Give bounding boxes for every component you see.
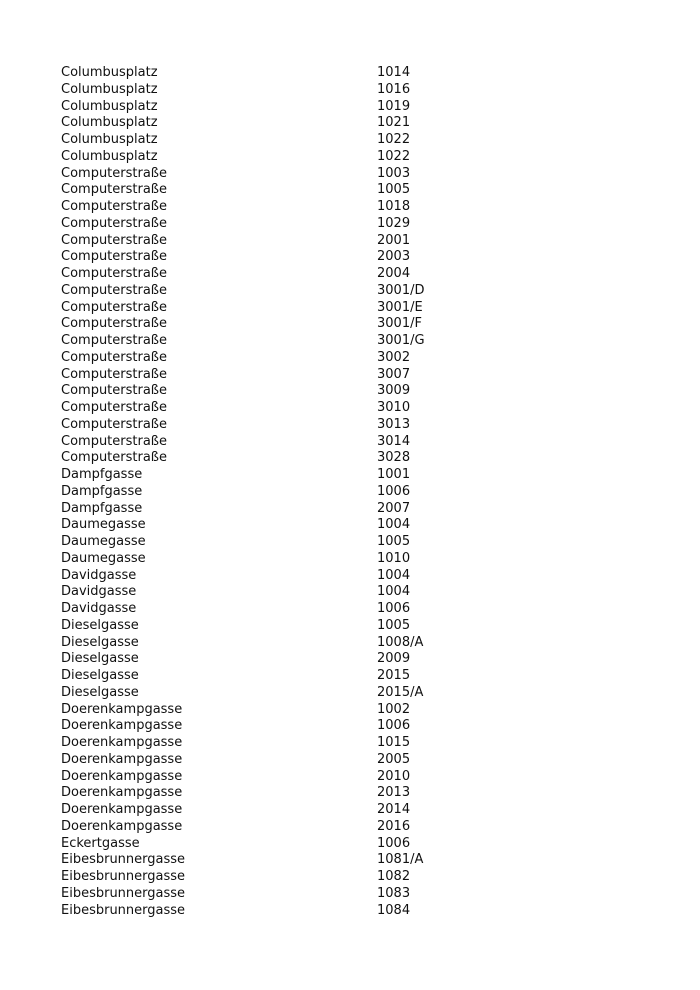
street-name: Dieselgasse [61, 634, 139, 650]
house-number: 2009 [377, 651, 411, 667]
house-number: 2014 [377, 802, 411, 817]
table-row [61, 434, 661, 451]
house-number: 1006 [377, 718, 411, 734]
street-name: Doerenkampgasse [61, 768, 183, 784]
street-name: Dampfgasse [61, 467, 143, 482]
table-row [61, 903, 661, 920]
table-row [61, 166, 661, 183]
table-row [61, 316, 661, 333]
table-row [61, 249, 661, 266]
street-name: Computerstraße [61, 450, 167, 466]
table-row [61, 668, 661, 685]
house-number: 1005 [377, 534, 411, 549]
house-number: 3001/F [377, 316, 422, 332]
house-number: 1084 [377, 902, 411, 918]
table-row [61, 819, 661, 836]
house-number: 3001/D [377, 282, 425, 298]
house-number: 2004 [377, 266, 411, 281]
table-row [61, 367, 661, 384]
house-number: 3010 [377, 400, 411, 415]
house-number: 3002 [377, 349, 411, 365]
table-row [61, 601, 661, 618]
street-name: Doerenkampgasse [61, 818, 183, 834]
table-row [61, 685, 661, 702]
house-number: 3009 [377, 383, 411, 399]
house-number: 3001/E [377, 299, 423, 315]
house-number: 2001 [377, 232, 411, 248]
house-number: 1081/A [377, 852, 424, 868]
house-number: 1014 [377, 65, 411, 80]
street-name: Dieselgasse [61, 651, 139, 667]
table-row [61, 283, 661, 300]
table-row [61, 635, 661, 652]
table-row [61, 182, 661, 199]
street-name: Columbusplatz [61, 81, 158, 97]
house-number: 1015 [377, 735, 411, 750]
house-number: 1006 [377, 835, 411, 851]
table-row [61, 869, 661, 886]
house-number: 3013 [377, 416, 411, 432]
house-number: 1019 [377, 98, 411, 114]
table-row [61, 300, 661, 317]
street-name: Columbusplatz [61, 148, 158, 164]
table-row [61, 735, 661, 752]
house-number: 1004 [377, 567, 411, 583]
house-number: 1005 [377, 182, 411, 198]
street-name: Computerstraße [61, 282, 167, 298]
street-name: Eibesbrunnergasse [61, 885, 186, 901]
street-name: Columbusplatz [61, 98, 158, 114]
street-name: Computerstraße [61, 299, 167, 315]
street-name: Eibesbrunnergasse [61, 869, 186, 884]
street-name: Computerstraße [61, 333, 167, 348]
street-name: Davidgasse [61, 567, 137, 583]
street-name: Computerstraße [61, 182, 167, 198]
table-row [61, 501, 661, 518]
street-name: Daumegasse [61, 550, 146, 566]
house-number: 2016 [377, 818, 411, 834]
table-row [61, 400, 661, 417]
house-number: 1006 [377, 601, 411, 616]
table-row [61, 618, 661, 635]
street-name: Daumegasse [61, 534, 146, 549]
house-number: 2015 [377, 668, 411, 683]
house-number: 3028 [377, 450, 411, 466]
street-name: Eibesbrunnergasse [61, 902, 186, 918]
house-number: 1029 [377, 215, 411, 231]
street-name: Doerenkampgasse [61, 701, 183, 717]
house-number: 2015/A [377, 684, 424, 700]
street-name: Computerstraße [61, 349, 167, 365]
street-name: Doerenkampgasse [61, 735, 183, 750]
street-name: Davidgasse [61, 601, 137, 616]
street-name: Columbusplatz [61, 115, 158, 131]
street-name: Computerstraße [61, 266, 167, 281]
street-name: Computerstraße [61, 433, 167, 449]
house-number: 1082 [377, 869, 411, 884]
table-row [61, 82, 661, 99]
table-row [61, 651, 661, 668]
street-name: Doerenkampgasse [61, 751, 183, 767]
house-number: 1022 [377, 132, 411, 147]
table-row [61, 199, 661, 216]
street-name: Computerstraße [61, 316, 167, 332]
street-name: Dieselgasse [61, 668, 139, 683]
house-number: 1016 [377, 81, 411, 97]
street-name: Computerstraße [61, 383, 167, 399]
house-number: 1022 [377, 148, 411, 164]
street-name: Computerstraße [61, 400, 167, 415]
table-row [61, 450, 661, 467]
street-name: Eckertgasse [61, 835, 140, 851]
table-row [61, 216, 661, 233]
table-row [61, 383, 661, 400]
street-name: Computerstraße [61, 165, 167, 181]
street-name: Computerstraße [61, 416, 167, 432]
table-row [61, 702, 661, 719]
address-table [61, 65, 661, 919]
house-number: 1005 [377, 617, 411, 633]
house-number: 3001/G [377, 333, 425, 348]
street-name: Daumegasse [61, 517, 146, 533]
street-name: Davidgasse [61, 584, 137, 600]
house-number: 1004 [377, 584, 411, 600]
table-row [61, 886, 661, 903]
house-number: 1004 [377, 517, 411, 533]
street-name: Doerenkampgasse [61, 802, 183, 817]
table-row [61, 65, 661, 82]
house-number: 1001 [377, 467, 411, 482]
house-number: 1008/A [377, 634, 424, 650]
street-name: Dieselgasse [61, 684, 139, 700]
table-row [61, 752, 661, 769]
table-row [61, 467, 661, 484]
street-name: Computerstraße [61, 249, 167, 265]
street-name: Computerstraße [61, 366, 167, 382]
street-name: Computerstraße [61, 232, 167, 248]
street-name: Columbusplatz [61, 65, 158, 80]
table-row [61, 266, 661, 283]
table-row [61, 115, 661, 132]
table-row [61, 802, 661, 819]
table-row [61, 718, 661, 735]
street-name: Computerstraße [61, 199, 167, 214]
house-number: 2005 [377, 751, 411, 767]
house-number: 3014 [377, 433, 411, 449]
house-number: 1021 [377, 115, 411, 131]
street-name: Dampfgasse [61, 483, 143, 499]
table-row [61, 785, 661, 802]
house-number: 1010 [377, 550, 411, 566]
table-row [61, 852, 661, 869]
table-row [61, 149, 661, 166]
house-number: 1003 [377, 165, 411, 181]
table-row [61, 551, 661, 568]
table-row [61, 233, 661, 250]
table-row [61, 568, 661, 585]
street-name: Dieselgasse [61, 617, 139, 633]
street-name: Dampfgasse [61, 500, 143, 516]
table-row [61, 132, 661, 149]
house-number: 2007 [377, 500, 411, 516]
table-row [61, 584, 661, 601]
house-number: 2013 [377, 785, 411, 801]
table-row [61, 484, 661, 501]
table-row [61, 769, 661, 786]
house-number: 1018 [377, 199, 411, 214]
street-name: Doerenkampgasse [61, 718, 183, 734]
house-number: 3007 [377, 366, 411, 382]
table-row [61, 534, 661, 551]
street-name: Columbusplatz [61, 132, 158, 147]
house-number: 1083 [377, 885, 411, 901]
table-row [61, 517, 661, 534]
table-row [61, 836, 661, 853]
table-row [61, 417, 661, 434]
house-number: 2003 [377, 249, 411, 265]
house-number: 1006 [377, 483, 411, 499]
table-row [61, 350, 661, 367]
street-name: Doerenkampgasse [61, 785, 183, 801]
street-name: Computerstraße [61, 215, 167, 231]
table-row [61, 333, 661, 350]
table-row [61, 99, 661, 116]
house-number: 1002 [377, 701, 411, 717]
house-number: 2010 [377, 768, 411, 784]
street-name: Eibesbrunnergasse [61, 852, 186, 868]
